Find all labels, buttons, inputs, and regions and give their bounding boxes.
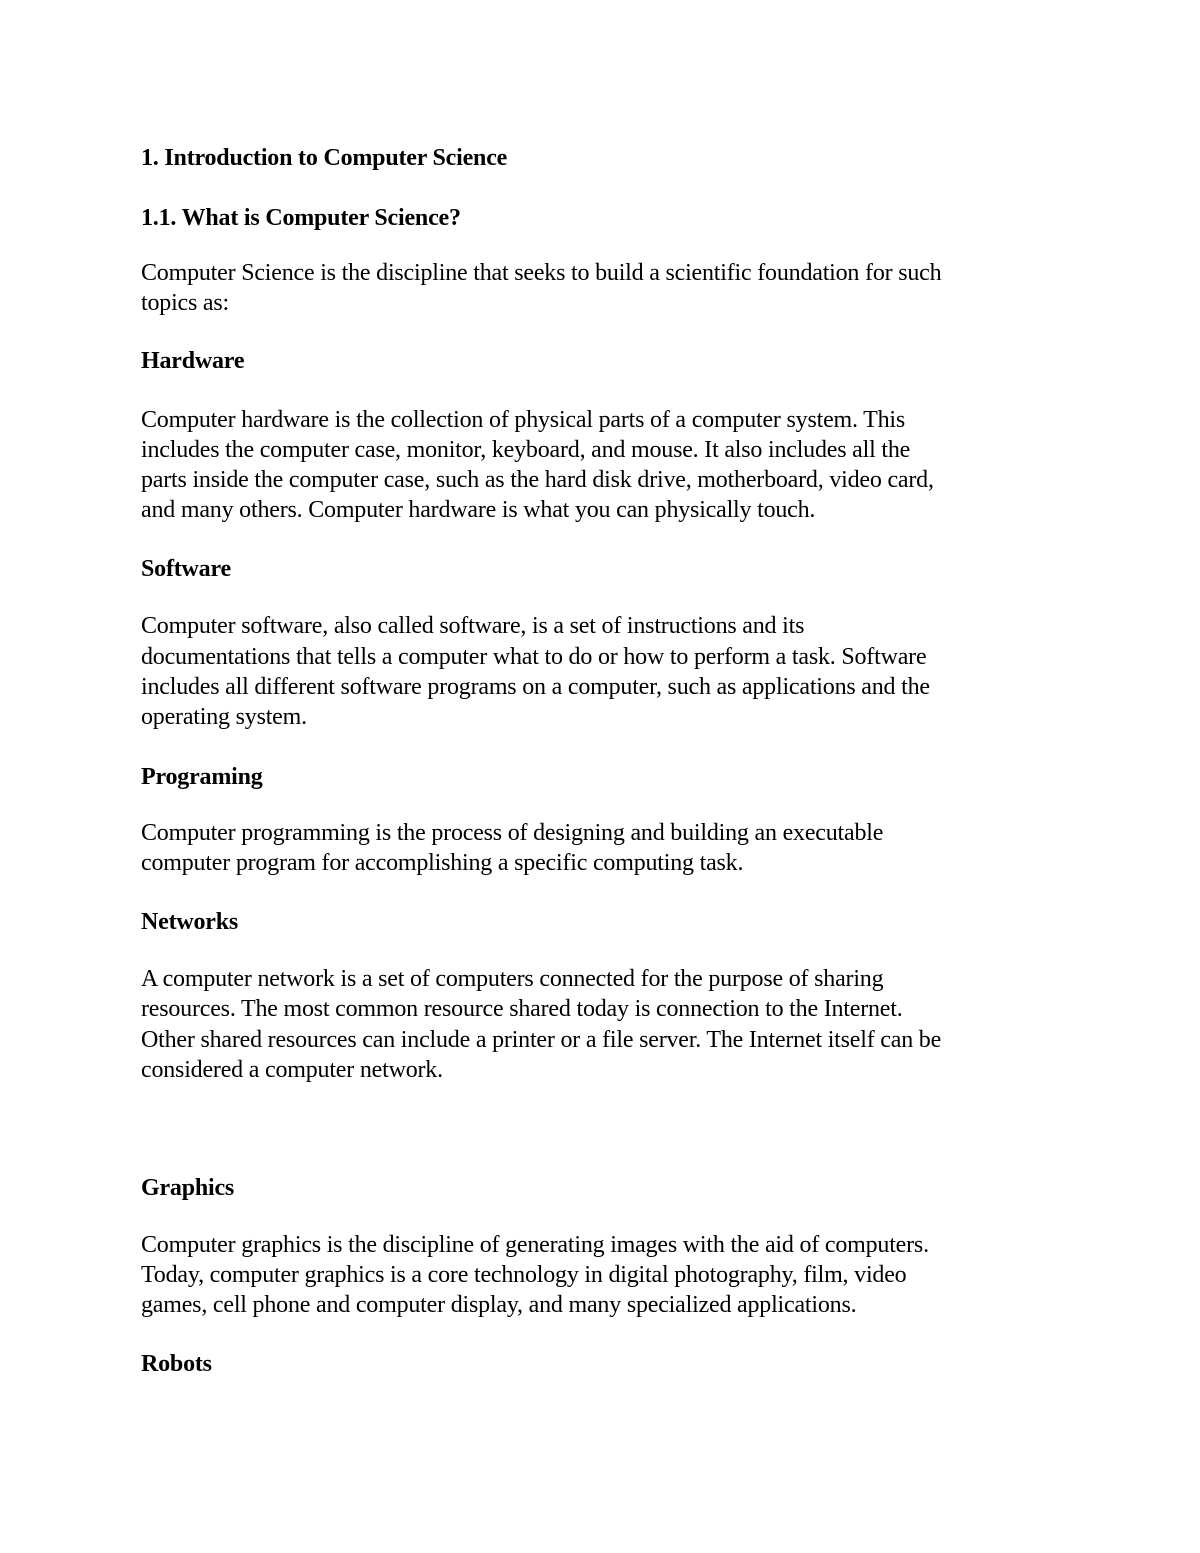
heading-networks: Networks	[141, 909, 239, 935]
hardware-paragraph-line: includes the computer case, monitor, keyboard, and mouse. It also includes all the	[141, 437, 911, 463]
software-paragraph-line: Computer software, also called software, is a set of instructions and its	[141, 613, 805, 639]
heading-hardware: Hardware	[141, 348, 245, 374]
heading-programing: Programing	[141, 764, 263, 790]
heading-robots: Robots	[141, 1351, 212, 1377]
heading-graphics: Graphics	[141, 1175, 235, 1201]
networks-paragraph-line: Other shared resources can include a printer or a file server. The Internet itself can be	[141, 1027, 942, 1053]
hardware-paragraph-line: parts inside the computer case, such as the hard disk drive, motherboard, video card,	[141, 467, 934, 493]
software-paragraph-line: includes all different software programs on a computer, such as applications and the	[141, 674, 930, 700]
programing-paragraph-line: Computer programming is the process of designing and building an executable	[141, 820, 884, 846]
hardware-paragraph-line: Computer hardware is the collection of physical parts of a computer system. This	[141, 407, 906, 433]
networks-paragraph-line: A computer network is a set of computers connected for the purpose of sharing	[141, 966, 884, 992]
graphics-paragraph-line: Today, computer graphics is a core technology in digital photography, film, video	[141, 1262, 907, 1288]
graphics-paragraph-line: Computer graphics is the discipline of generating images with the aid of computers.	[141, 1232, 929, 1258]
graphics-paragraph-line: games, cell phone and computer display, and many specialized applications.	[141, 1292, 857, 1318]
heading-software: Software	[141, 556, 231, 582]
intro-paragraph-line: topics as:	[141, 290, 229, 316]
software-paragraph-line: operating system.	[141, 704, 307, 730]
intro-paragraph-line: Computer Science is the discipline that seeks to build a scientific foundation for such	[141, 260, 942, 286]
hardware-paragraph-line: and many others. Computer hardware is what you can physically touch.	[141, 497, 816, 523]
page-title: 1. Introduction to Computer Science	[141, 145, 508, 171]
networks-paragraph-line: resources. The most common resource shared today is connection to the Internet.	[141, 996, 903, 1022]
section-subtitle: 1.1. What is Computer Science?	[141, 205, 461, 231]
software-paragraph-line: documentations that tells a computer what to do or how to perform a task. Software	[141, 644, 927, 670]
programing-paragraph-line: computer program for accomplishing a specific computing task.	[141, 850, 744, 876]
networks-paragraph-line: considered a computer network.	[141, 1057, 443, 1083]
